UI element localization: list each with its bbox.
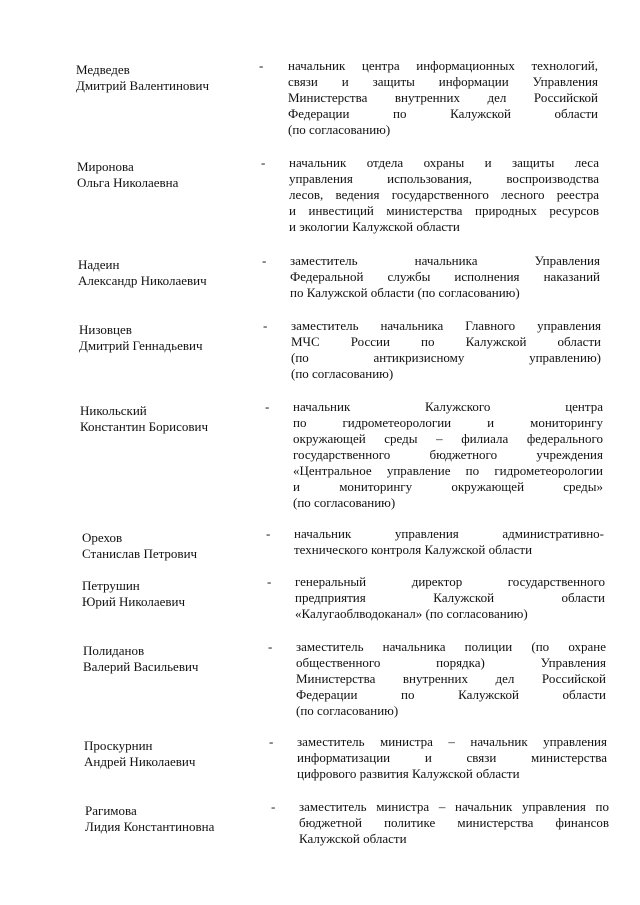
member-surname: Миронова xyxy=(77,159,134,174)
position-line: (по антикризисному управлению) xyxy=(291,350,601,365)
separator-dash: - xyxy=(269,734,274,749)
member-given-names: Дмитрий Валентинович xyxy=(76,78,210,93)
member-given-names: Ольга Николаевна xyxy=(77,175,179,190)
separator-dash: - xyxy=(267,574,272,589)
member-position xyxy=(289,155,599,235)
member-given-names: Лидия Константиновна xyxy=(85,819,215,834)
separator-dash: - xyxy=(261,155,266,170)
position-line: начальник центра информационных технологий, xyxy=(288,58,598,73)
position-line: заместитель министра – начальник управления xyxy=(297,734,607,749)
position-line: (по согласованию) xyxy=(288,122,391,137)
member-position xyxy=(291,318,601,382)
member-name xyxy=(83,643,198,675)
member-position xyxy=(295,574,605,622)
position-line: (по согласованию) xyxy=(293,495,396,510)
position-line: (по согласованию) xyxy=(291,366,394,381)
separator-dash: - xyxy=(271,799,276,814)
member-given-names: Андрей Николаевич xyxy=(84,754,196,769)
position-line: информатизации и связи министерства xyxy=(297,750,607,765)
separator-dash: - xyxy=(262,253,267,268)
member-surname: Медведев xyxy=(76,62,130,77)
position-line: лесов, ведения государственного лесного реестра xyxy=(289,187,599,202)
position-line: по Калужской области (по согласованию) xyxy=(290,285,520,300)
position-line: предприятия Калужской области xyxy=(295,590,605,605)
position-line: Федерации по Калужской области xyxy=(296,687,606,702)
member-position xyxy=(294,526,604,558)
member-given-names: Александр Николаевич xyxy=(78,273,207,288)
member-surname: Низовцев xyxy=(79,322,132,337)
position-line: и мониторингу окружающей среды» xyxy=(293,479,603,494)
separator-dash: - xyxy=(259,58,264,73)
member-position xyxy=(288,58,598,138)
position-line: и инвестиций министерства природных ресурсов xyxy=(289,203,599,218)
position-line: заместитель министра – начальник управления по xyxy=(299,799,609,814)
position-line: начальник Калужского центра xyxy=(293,399,603,414)
member-given-names: Константин Борисович xyxy=(80,419,208,434)
member-position xyxy=(290,253,600,301)
member-surname: Надеин xyxy=(78,257,120,272)
position-line: заместитель начальника Управления xyxy=(290,253,600,268)
member-name xyxy=(84,738,195,770)
separator-dash: - xyxy=(265,399,270,414)
member-name xyxy=(82,578,185,610)
position-line: управления использования, воспроизводства xyxy=(289,171,599,186)
member-surname: Орехов xyxy=(82,530,123,545)
member-name xyxy=(77,159,178,191)
member-position xyxy=(297,734,607,782)
member-position xyxy=(293,399,603,511)
position-line: технического контроля Калужской области xyxy=(294,542,533,557)
separator-dash: - xyxy=(263,318,268,333)
member-surname: Рагимова xyxy=(85,803,137,818)
position-line: Федеральной службы исполнения наказаний xyxy=(290,269,600,284)
member-given-names: Дмитрий Геннадьевич xyxy=(79,338,203,353)
position-line: Министерства внутренних дел Российской xyxy=(296,671,606,686)
position-line: заместитель начальника Главного управления xyxy=(291,318,601,333)
position-line: общественного порядка) Управления xyxy=(296,655,606,670)
separator-dash: - xyxy=(268,639,273,654)
member-name xyxy=(85,803,214,835)
position-line: Федерации по Калужской области xyxy=(288,106,598,121)
member-position xyxy=(299,799,609,847)
position-line: «Центральное управление по гидрометеорологии xyxy=(293,463,603,478)
position-line: связи и защиты информации Управления xyxy=(288,74,598,89)
member-name xyxy=(79,322,202,354)
member-position xyxy=(296,639,606,719)
position-line: генеральный директор государственного xyxy=(295,574,605,589)
position-line: Министерства внутренних дел Российской xyxy=(288,90,598,105)
position-line: цифрового развития Калужской области xyxy=(297,766,520,781)
member-name xyxy=(80,403,208,435)
position-line: Калужской области xyxy=(299,831,407,846)
position-line: по гидрометеорологии и мониторингу xyxy=(293,415,603,430)
position-line: и экологии Калужской области xyxy=(289,219,460,234)
member-name xyxy=(82,530,197,562)
separator-dash: - xyxy=(266,526,271,541)
member-name xyxy=(76,62,209,94)
member-surname: Никольский xyxy=(80,403,147,418)
position-line: начальник отдела охраны и защиты леса xyxy=(289,155,599,170)
member-given-names: Валерий Васильевич xyxy=(83,659,199,674)
position-line: начальник управления административно- xyxy=(294,526,604,541)
member-surname: Петрушин xyxy=(82,578,140,593)
member-given-names: Станислав Петрович xyxy=(82,546,198,561)
position-line: окружающей среды – филиала федерального xyxy=(293,431,603,446)
position-line: государственного бюджетного учреждения xyxy=(293,447,603,462)
member-surname: Полиданов xyxy=(83,643,145,658)
position-line: заместитель начальника полиции (по охране xyxy=(296,639,606,654)
position-line: МЧС России по Калужской области xyxy=(291,334,601,349)
position-line: бюджетной политике министерства финансов xyxy=(299,815,609,830)
member-name xyxy=(78,257,207,289)
position-line: «Калугаоблводоканал» (по согласованию) xyxy=(295,606,528,621)
member-surname: Проскурнин xyxy=(84,738,153,753)
member-given-names: Юрий Николаевич xyxy=(82,594,186,609)
position-line: (по согласованию) xyxy=(296,703,399,718)
